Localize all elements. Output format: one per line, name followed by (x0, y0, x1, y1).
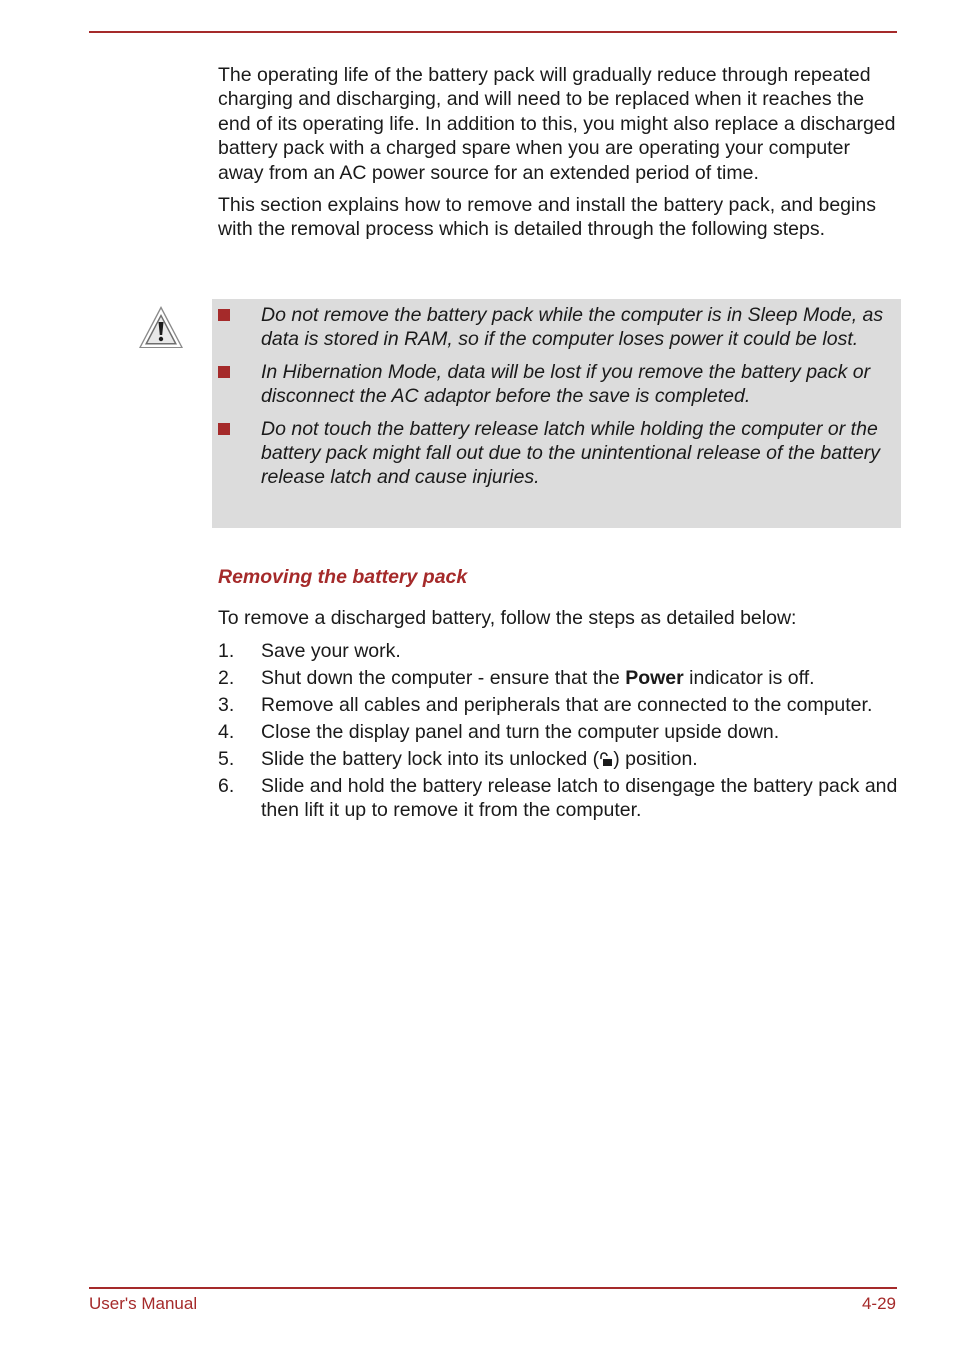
step-number: 5. (218, 747, 235, 770)
warning-list (218, 303, 901, 498)
step-number: 1. (218, 640, 235, 662)
step-item (218, 720, 898, 744)
warning-item (218, 303, 901, 352)
step-text-part: Slide the battery lock into its unlocked ( (261, 747, 600, 770)
body-text (218, 63, 898, 250)
step-number: 6. (218, 774, 235, 797)
warning-item (218, 417, 901, 490)
step-text: Remove all cables and peripherals that are connected to the computer. (261, 693, 873, 716)
warning-item-text: In Hibernation Mode, data will be lost if you remove the battery pack or disconnect the AC adaptor before the save is completed. (261, 360, 871, 408)
steps-list (218, 639, 898, 825)
footer-manual-title: User's Manual (89, 1294, 198, 1313)
footer-page-number: 4-29 (861, 1294, 896, 1313)
header-rule (89, 31, 897, 33)
step-text-part: Shut down the computer - ensure that the (261, 666, 626, 689)
step-text: Close the display panel and turn the computer upside down. (261, 720, 780, 743)
step-number: 3. (218, 693, 235, 716)
footer-rule (89, 1287, 897, 1289)
warning-item-text: Do not remove the battery pack while the computer is in Sleep Mode, as data is stored in RAM, so if the computer loses power it could be lost. (261, 304, 884, 351)
step-text: Slide and hold the battery release latch to disengage the battery pack and then lift it up to remove it from the computer. (261, 774, 898, 821)
step-number: 2. (218, 666, 235, 689)
step-text-part: ) position. (613, 747, 698, 770)
power-indicator-label: Power (625, 666, 684, 689)
paragraph-battery-life: The operating life of the battery pack will gradually reduce through repeated charging and discharging, and will need to be replaced when it reaches the end of its operating life. In addition to this, you might also replace a discharged battery pack with a charged spare when you are operating your computer away from an AC power source for an extended period of time. (218, 64, 896, 184)
step-item (218, 774, 898, 823)
warning-item-text: Do not touch the battery release latch while holding the computer or the battery pack might fall out due to the unintentional release of the battery release latch and cause injuries. (261, 417, 880, 489)
step-text (261, 667, 815, 689)
paragraph-section-overview: This section explains how to remove and install the battery pack, and begins with the removal process which is detailed through the following steps. (218, 194, 876, 241)
step-text-part: indicator is off. (683, 666, 815, 689)
step-item (218, 747, 898, 771)
step-text (261, 748, 698, 770)
unlocked-padlock-icon (599, 751, 613, 767)
square-bullet-icon (218, 423, 230, 435)
warning-triangle-icon (136, 303, 186, 353)
step-item (218, 693, 898, 717)
step-item (218, 666, 898, 690)
steps-intro: To remove a discharged battery, follow the steps as detailed below: (218, 607, 797, 629)
step-item (218, 639, 898, 663)
step-number: 4. (218, 720, 235, 743)
warning-item (218, 360, 901, 409)
square-bullet-icon (218, 366, 230, 378)
section-heading: Removing the battery pack (218, 566, 468, 588)
step-text: Save your work. (261, 640, 401, 662)
square-bullet-icon (218, 309, 230, 321)
